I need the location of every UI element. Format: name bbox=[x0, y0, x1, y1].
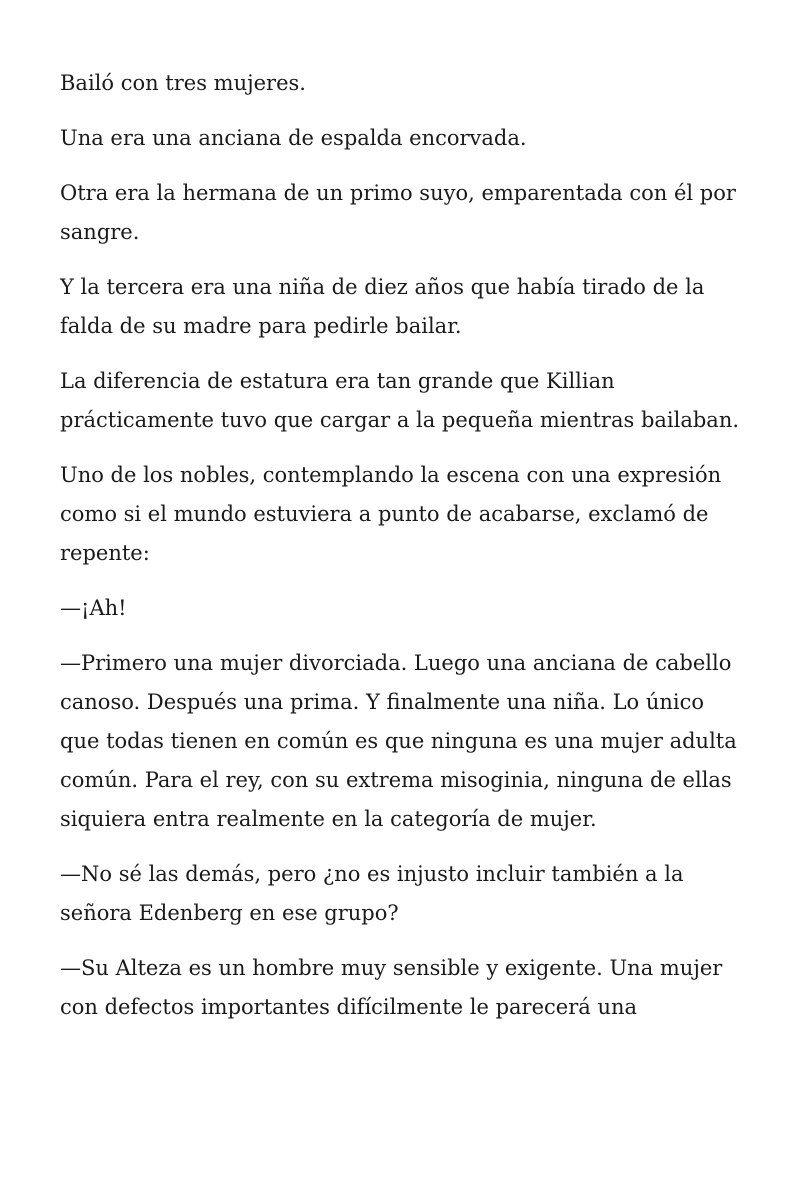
paragraph-7: —¡Ah! bbox=[60, 596, 127, 620]
paragraph-1: Bailó con tres mujeres. bbox=[60, 71, 306, 95]
paragraph-10: —Su Alteza es un hombre muy sensible y exigente. Una mujer con defectos importantes difícilmente le parecerá una bbox=[60, 956, 723, 1019]
paragraph-9: —No sé las demás, pero ¿no es injusto incluir también a la señora Edenberg en ese grupo? bbox=[60, 862, 684, 925]
paragraph-8: —Primero una mujer divorciada. Luego una anciana de cabello canoso. Después una prima. Y finalmente una niña. Lo único que todas tienen en común es que ninguna es una mujer adulta común. Para el rey, con su extrema misoginia, ninguna de ellas siquiera entra realmente en la categoría de mujer. bbox=[60, 651, 737, 831]
paragraph-6: Uno de los nobles, contemplando la escena con una expresión como si el mundo estuviera a punto de acabarse, exclamó de repente: bbox=[60, 463, 722, 565]
paragraph-5: La diferencia de estatura era tan grande que Killian prácticamente tuvo que cargar a la pequeña mientras bailaban. bbox=[60, 369, 740, 432]
paragraph-4: Y la tercera era una niña de diez años que había tirado de la falda de su madre para pedirle bailar. bbox=[60, 275, 705, 338]
paragraph-3: Otra era la hermana de un primo suyo, emparentada con él por sangre. bbox=[60, 181, 736, 244]
reading-page bbox=[60, 64, 750, 1043]
paragraph-2: Una era una anciana de espalda encorvada. bbox=[60, 126, 527, 150]
